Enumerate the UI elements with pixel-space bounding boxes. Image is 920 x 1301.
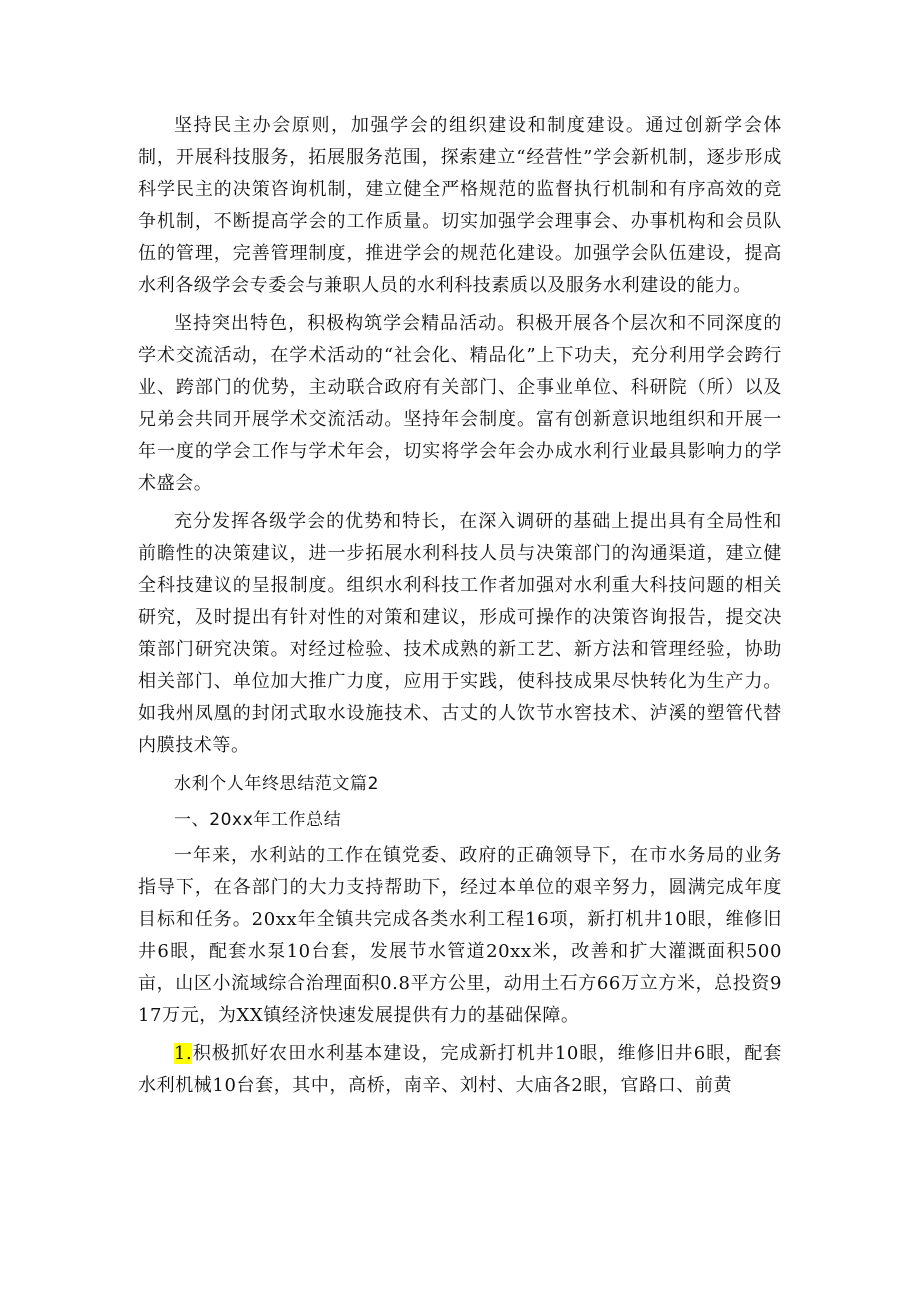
paragraph-academic-activities: 坚持突出特色，积极构筑学会精品活动。积极开展各个层次和不同深度的学术交流活动，在学术活动的“社会化、精品化”上下功夫，充分利用学会跨行业、跨部门的优势，主动联合政府有关部门、企事业单位、科研院（所）以及兄弟会共同开展学术交流活动。坚持年会制度。富有创新意识地组织和开展一年一度的学会工作与学术年会，切实将学会年会办成水利行业最具影响力的学术盛会。 xyxy=(138,313,782,494)
section-title: 水利个人年终思结范文篇2 xyxy=(174,774,380,794)
list-item-1 xyxy=(138,1038,782,1102)
item-text: 积极抓好农田水利基本建设，完成新打机井10眼，维修旧井6眼，配套水利机械10台套，其中，高桥，南辛、刘村、大庙各2眼，官路口、前黄 xyxy=(138,1043,782,1096)
paragraph-decision-advice: 充分发挥各级学会的优势和特长，在深入调研的基础上提出具有全局性和前瞻性的决策建议，进一步拓展水利科技人员与决策部门的沟通渠道，建立健全科技建议的呈报制度。组织水利科技工作者加强对水利重大科技问题的相关研究，及时提出有针对性的对策和建议，形成可操作的决策咨询报告，提交决策部门研究决策。对经过检验、技术成熟的新工艺、新方法和管理经验，协助相关部门、单位加大推广力度，应用于实践，使科技成果尽快转化为生产力。如我州凤凰的封闭式取水设施技术、古丈的人饮节水窖技术、泸溪的塑管代替内膜技术等。 xyxy=(138,511,782,756)
document-body xyxy=(138,110,782,1108)
paragraph-organization: 坚持民主办会原则，加强学会的组织建设和制度建设。通过创新学会体制，开展科技服务，拓展服务范围，探索建立“经营性”学会新机制，逐步形成科学民主的决策咨询机制，建立健全严格规范的监督执行机制和有序高效的竞争机制，不断提高学会的工作质量。切实加强学会理事会、办事机构和会员队伍的管理，完善管理制度，推进学会的规范化建设。加强学会队伍建设，提高水利各级学会专委会与兼职人员的水利科技素质以及服务水利建设的能力。 xyxy=(138,115,782,296)
item-number-highlight: 1. xyxy=(174,1043,193,1064)
paragraph-annual-summary: 一年来，水利站的工作在镇党委、政府的正确领导下，在市水务局的业务指导下，在各部门的大力支持帮助下，经过本单位的艰辛努力，圆满完成年度目标和任务。20xx年全镇共完成各类水利工程16项，新打机井10眼，维修旧井6眼，配套水泵10台套，发展节水管道20xx米，改善和扩大灌溉面积500亩，山区小流域综合治理面积0.8平方公里，动用土石方66万立方米，总投资917万元，为XX镇经济快速发展提供有力的基础保障。 xyxy=(138,845,782,1026)
subsection-title: 一、20xx年工作总结 xyxy=(174,810,342,830)
